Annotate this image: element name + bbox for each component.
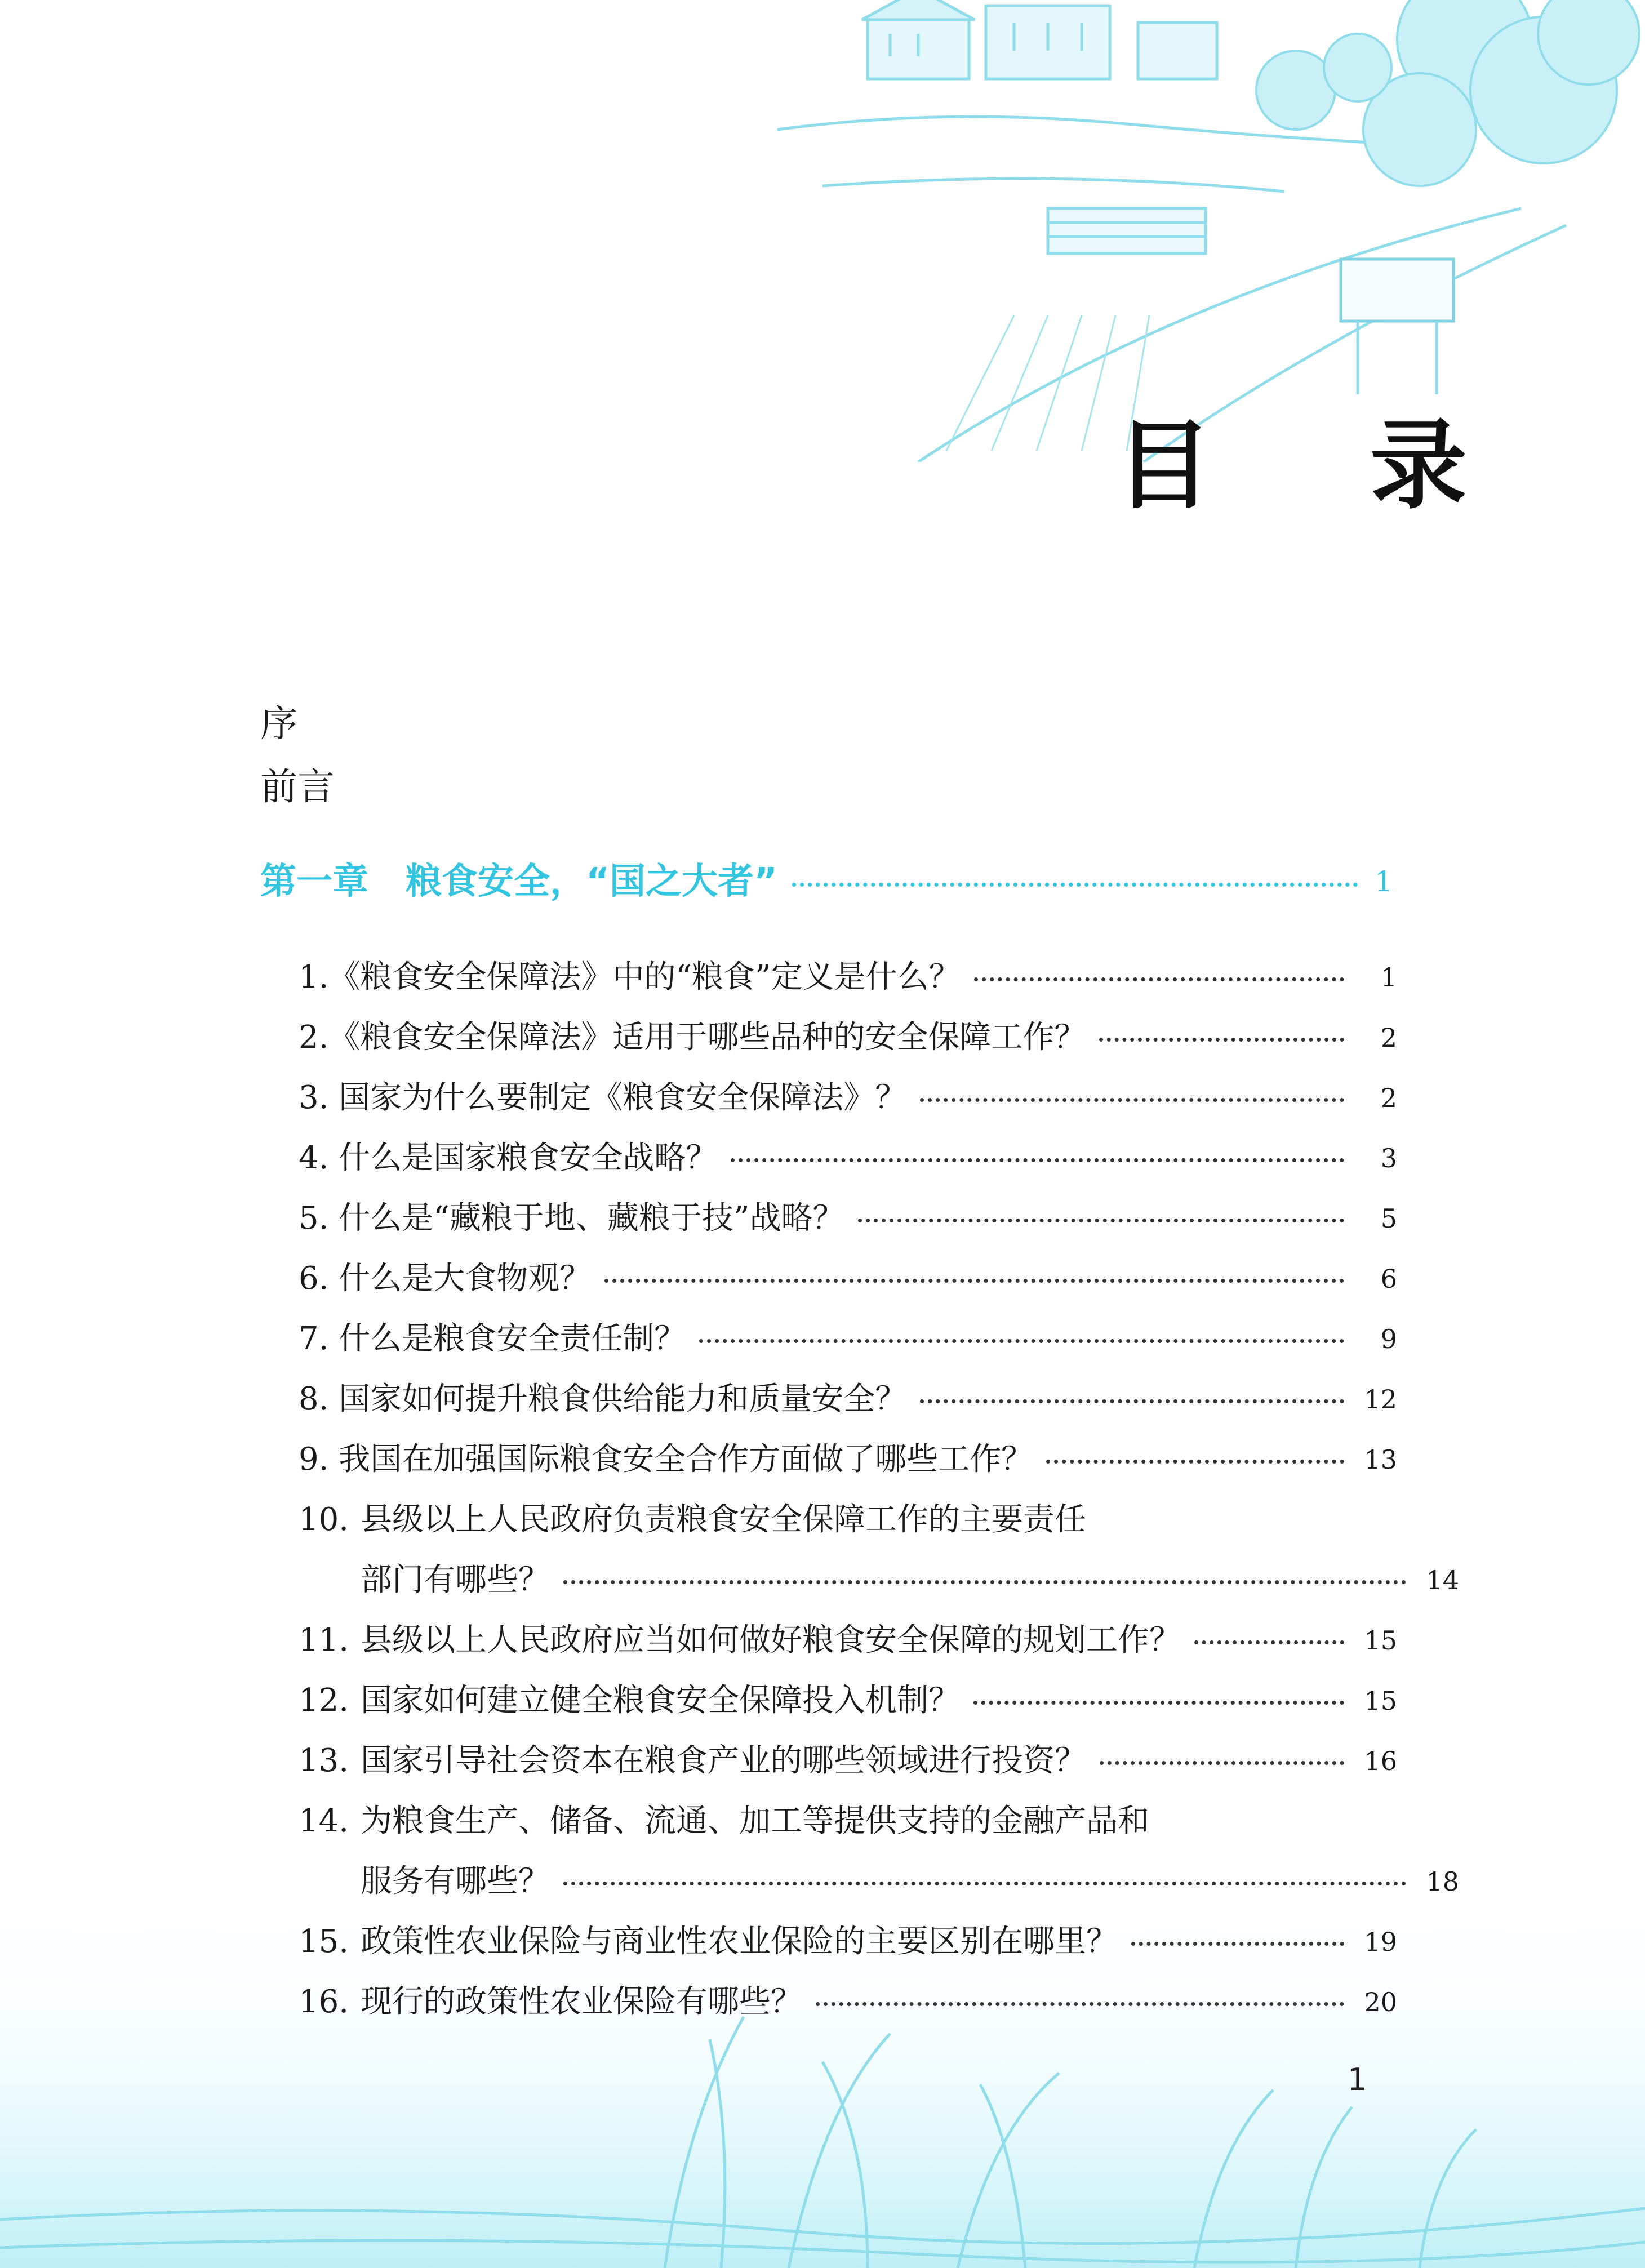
entry-number: 12. [299,1682,349,1719]
dot-leader [920,1399,1344,1403]
entry-number: 14. [299,1803,349,1839]
entry-page: 15 [1364,1625,1397,1656]
toc-entry-14[interactable] [299,1796,1397,1847]
dot-leader [1046,1460,1344,1464]
entry-text-line1: 为粮食生产、储备、流通、加工等提供支持的金融产品和 [361,1803,1149,1839]
entry-text: 6. 什么是大食物观？ [299,1260,592,1297]
entry-text: 政策性农业保险与商业性农业保险的主要区别在哪里？ [361,1923,1118,1960]
toc-entry-15[interactable] [299,1916,1397,1967]
landscape-illustration [777,0,1645,462]
entry-page: 6 [1380,1264,1397,1294]
entry-text: 1.《粮食安全保障法》中的“粮食”定义是什么？ [299,959,961,995]
entry-number: 13. [299,1742,349,1779]
entry-text: 5. 什么是“藏粮于地、藏粮于技”战略？ [299,1200,844,1237]
dot-leader [973,1701,1344,1705]
toc-entry-7[interactable] [299,1314,1397,1364]
dot-leader [699,1339,1344,1343]
dot-leader [1131,1942,1344,1946]
dot-leader [858,1219,1345,1222]
toc-entry-10[interactable] [299,1495,1397,1545]
entry-text: 现行的政策性农业保险有哪些？ [361,1984,802,2020]
entry-page: 20 [1364,1987,1397,2017]
entry-page: 15 [1364,1686,1397,1716]
entry-page: 16 [1364,1746,1397,1776]
entry-number: 15. [299,1923,349,1960]
toc-entry-13[interactable] [299,1736,1397,1786]
entry-number: 11. [299,1622,349,1658]
toc-entry-5[interactable] [299,1193,1397,1244]
toc-preface-xu[interactable]: 序 [260,702,297,745]
entry-text: 国家如何建立健全粮食安全保障投入机制？ [361,1682,960,1719]
entry-text-line1: 县级以上人民政府负责粮食安全保障工作的主要责任 [361,1501,1086,1538]
entry-page: 13 [1364,1444,1397,1475]
entry-text: 9. 我国在加强国际粮食安全合作方面做了哪些工作？ [299,1441,1033,1478]
dot-leader [604,1279,1344,1283]
entry-text: 国家引导社会资本在粮食产业的哪些领域进行投资？ [361,1742,1086,1779]
dot-leader [792,883,1358,887]
dot-leader [1100,1761,1344,1765]
chapter-title: 粮食安全，“国之大者” [406,861,778,902]
toc-entry-16[interactable] [299,1977,1397,2027]
entry-number: 16. [299,1984,349,2020]
dot-leader [1194,1640,1344,1644]
toc-entry-6[interactable] [299,1253,1397,1304]
entry-text: 2.《粮食安全保障法》适用于哪些品种的安全保障工作？ [299,1019,1086,1056]
toc-entry-12[interactable] [299,1675,1397,1726]
entry-page: 5 [1380,1203,1397,1234]
entry-page: 14 [1426,1565,1459,1595]
entry-page: 12 [1364,1384,1397,1415]
entry-text-line2: 服务有哪些？ [361,1863,550,1900]
entry-page: 9 [1380,1324,1397,1354]
entry-text: 4. 什么是国家粮食安全战略？ [299,1140,718,1176]
toc-entry-3[interactable] [299,1073,1397,1123]
toc-entry-10-cont[interactable] [299,1555,1459,1606]
dot-leader [563,1882,1406,1885]
entry-page: 18 [1426,1866,1459,1897]
toc-entry-9[interactable] [299,1434,1397,1485]
toc-entry-4[interactable] [299,1133,1397,1184]
toc-entry-1[interactable] [299,952,1397,1003]
entry-number: 10. [299,1501,349,1538]
dot-leader [563,1580,1406,1584]
dot-leader [731,1158,1344,1162]
page-number: 1 [1348,2062,1367,2097]
entry-text-line2: 部门有哪些？ [361,1562,550,1598]
chapter-number: 第一章 [260,861,368,902]
toc-foreword[interactable]: 前言 [260,765,335,808]
entry-text: 3. 国家为什么要制定《粮食安全保障法》？ [299,1079,907,1116]
entry-text: 县级以上人民政府应当如何做好粮食安全保障的规划工作？ [361,1622,1181,1658]
dot-leader [816,2002,1344,2006]
entry-page: 2 [1380,1022,1397,1053]
chapter-page: 1 [1375,865,1393,898]
page-title: 目 录 [1115,408,1529,522]
dot-leader [920,1098,1344,1102]
toc-entry-8[interactable] [299,1374,1397,1425]
toc-entry-11[interactable] [299,1615,1397,1666]
entry-text: 8. 国家如何提升粮食供给能力和质量安全？ [299,1381,907,1417]
entry-page: 3 [1380,1143,1397,1173]
entry-text: 7. 什么是粮食安全责任制？ [299,1320,686,1357]
entry-page: 19 [1364,1927,1397,1957]
dot-leader [1099,1038,1344,1042]
entry-page: 2 [1380,1083,1397,1113]
dot-leader [974,977,1344,981]
entry-page: 1 [1380,962,1397,993]
toc-entry-2[interactable] [299,1012,1397,1063]
toc-entry-14-cont[interactable] [299,1856,1459,1907]
toc-chapter-1[interactable] [260,856,1393,907]
